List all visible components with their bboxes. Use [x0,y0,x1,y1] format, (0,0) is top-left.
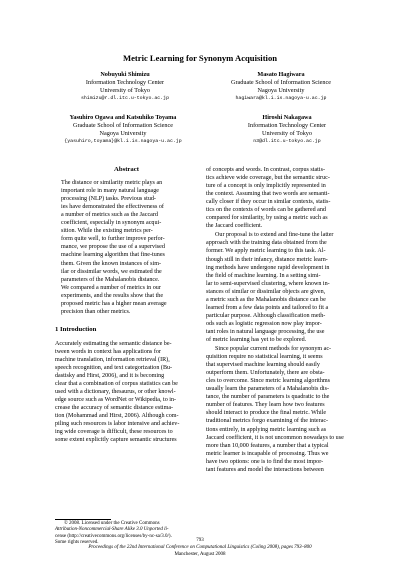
body-line: the field of machine learning. In a setting simi- [206,272,321,279]
abstract-line: precision than other metrics. [61,308,131,315]
body-line: particular purpose. Although classification meth- [206,312,326,319]
author-institution: Nagoya University [99,130,147,137]
abstract-body [55,179,198,316]
abstract-line: The distance or similarity metric plays an [61,180,163,187]
abstract-line: ilar or dissimilar words, we estimated the [61,268,162,275]
introduction-body [55,340,198,445]
body-line: of concepts and words. In contrast, corpus statis- [206,167,325,173]
body-line: Jaccard coefficient, it is not uncommon nowadays to use [206,434,344,441]
intro-line: clear that a combination of corpus statistics can be [55,381,178,388]
body-line: that supervised machine learning should easily [206,362,320,369]
proceedings-footer [0,545,400,558]
author-affiliation: Graduate School of Information Science [73,122,173,129]
author-email: shimizu@r.dl.itc.u-tokyo.ac.jp [80,96,170,101]
abstract-line: form quite well, to further improve perfor- [61,236,165,243]
author-block-3 [40,114,206,146]
body-line: ing methods have undergone rapid development in [206,264,330,271]
body-line: tant roles in natural language processing, the use [206,328,325,335]
body-line: tics achieve wide coverage, but the semantic struc- [206,175,330,182]
intro-line: some extent explicitly capture semantic structures [55,437,177,444]
body-line: learned from a few data points and tailored to fit a [206,304,329,311]
body-line: compared for similarity, by using a metric such as [206,215,328,222]
author-email: hagiwara@kl.i.is.nagoya-u.ac.jp [235,96,327,101]
footnote-line: Attribution-Noncommercial-Share Alike 3.0 Unported li- [55,527,169,533]
footnote-line: cense (http://creativecommons.org/licenses/by-nc-sa/3.0/). [55,533,172,539]
author-email: n3@dl.itc.u-tokyo.ac.jp [253,139,321,144]
body-line: should interact to produce the final metric. While [206,410,327,417]
body-line: tics on the contexts of words can be gathered and [206,207,326,214]
abstract-line: proposed metric has a higher mean average [61,300,167,307]
author-institution: University of Tokyo [100,87,150,94]
footnote-line: Some rights reserved. [55,539,99,545]
author-email: {yasuhiro,toyama}@kl.i.is.nagoya-u.ac.jp [64,139,182,144]
body-line: cles to overcome. Since metric learning algorithms [206,378,331,385]
intro-line: machine translation, information retrieval (IR), [55,356,170,363]
right-column [206,166,349,474]
intro-line: edge source such as WordNet or Wikipedia, to in- [55,397,177,404]
body-line: number of features. They learn how two features [206,402,325,409]
footnote-line: © 2008. Licensed under the Creative Commons [64,521,160,526]
body-line: though still in their infancy, distance metric learn- [206,256,328,263]
body-line: tions entirely, in applying metric learning such as [206,426,327,433]
body-line: the context. Assuming that two words are semanti- [206,191,330,198]
intro-line: speech recognition, and text categorization (Bu- [55,365,173,372]
abstract-line: sition. While the existing metrics per- [61,228,153,235]
body-line: stances of similar or dissimilar objects are given, [206,288,326,295]
section-heading-introduction: 1 Introduction [55,325,97,333]
author-name: Nobuyuki Shimizu [100,71,150,78]
body-line: quisition require no statistical learning, it seems [206,354,323,361]
body-line: more than 10,000 features, a number that a typical [206,442,329,449]
body-line: of metric learning has yet to be explored. [206,336,307,343]
body-line: a metric such as the Mahalanobis distance can be [206,296,326,303]
intro-line: piling such resources is labor intensive and achiev- [55,421,180,428]
author-block-1 [60,71,190,103]
author-block-4 [222,114,352,146]
body-line: traditional metrics forgo examining of the interac- [206,418,329,425]
abstract-line: parameters of the Mahalanobis distance. [61,276,160,283]
abstract-line: coefficient, especially in synonym acqui- [61,220,162,227]
intro-line: Accurately estimating the semantic distance be- [55,340,172,347]
paragraph [206,231,349,344]
body-line: usually learn the parameters of a Mahalanobis dis- [206,386,330,393]
body-line: Our proposal is to extend and fine-tune the latter [215,232,334,239]
abstract-line: experiments, and the results show that the [61,292,164,299]
intro-line: tion (Mohammad and Hirst, 2006). Although com- [55,413,179,420]
abstract-line: ies have demonstrated the effectiveness of [61,204,164,211]
abstract-line: them. Given the known instances of sim- [61,260,162,267]
intro-line: tween words in context has applications for [55,348,161,355]
author-name: Yasuhiro Ogawa and Katsuhiko Toyama [69,114,177,121]
author-affiliation: Graduate School of Information Science [231,79,331,86]
intro-line: dastisky and Hirst, 2006), and it is becoming [55,373,165,380]
abstract-line: processing (NLP) tasks. Previous stud- [61,196,156,203]
intro-line: used with a dictionary, thesaurus, or other knowl- [55,389,176,396]
body-line: former. We apply metric learning to this task. Al- [206,248,326,255]
body-line: lar to semi-supervised clustering, where known in- [206,280,330,287]
author-institution: University of Tokyo [262,130,312,137]
author-institution: Nagoya University [257,87,305,94]
abstract-line: We compared a number of metrics in our [61,284,161,291]
abstract-line: machine learning algorithm that fine-tunes [61,252,165,259]
footnote-rule [55,519,111,520]
author-name: Masato Hagiwara [257,71,305,78]
author-affiliation: Information Technology Center [247,122,327,129]
body-line: have two options: one is to find the most impor- [206,458,324,465]
body-line: cally closer if they occur in similar contexts, statis- [206,199,331,206]
paragraph [206,166,349,230]
body-line: metric learner is incapable of processing. Thus we [206,450,329,457]
paragraph [206,345,349,474]
body-line: approach with the training data obtained from the [206,240,327,247]
proceedings-line: Proceedings of the 22nd International Conference on Computational Linguistics (Coling 2008), pages 793–800 [88,545,312,550]
abstract-line: mance, we propose the use of a supervised [61,244,165,251]
author-affiliation: Information Technology Center [85,79,165,86]
abstract-line: important role in many natural language [61,188,159,195]
body-line: ture of a concept is only implicitly represented in [206,183,326,190]
paper-title: Metric Learning for Synonym Acquisition [122,53,278,63]
author-name: Hiroshi Nakagawa [262,114,312,121]
intro-line: ing wide coverage is difficult, these resources to [55,429,173,436]
body-line: tant features and model the interactions between [206,466,324,473]
author-block-2 [208,71,354,103]
abstract-line: a number of metrics such as the Jaccard [61,212,158,219]
left-column [55,166,198,445]
proceedings-line: Manchester, August 2008 [174,551,226,557]
intro-line: crease the accuracy of semantic distance estima- [55,405,174,412]
body-line: ods such as logistic regression now play impor- [206,320,322,327]
body-line: the Jaccard coefficient. [206,223,263,230]
abstract-heading: Abstract [114,166,139,173]
body-line: outperform them. Unfortunately, there are obsta- [206,370,325,377]
body-line: tance, the number of parameters is quadratic to the [206,394,330,401]
body-line: Since popular current methods for synonym ac- [215,346,332,353]
page-number: 793 [196,538,204,543]
